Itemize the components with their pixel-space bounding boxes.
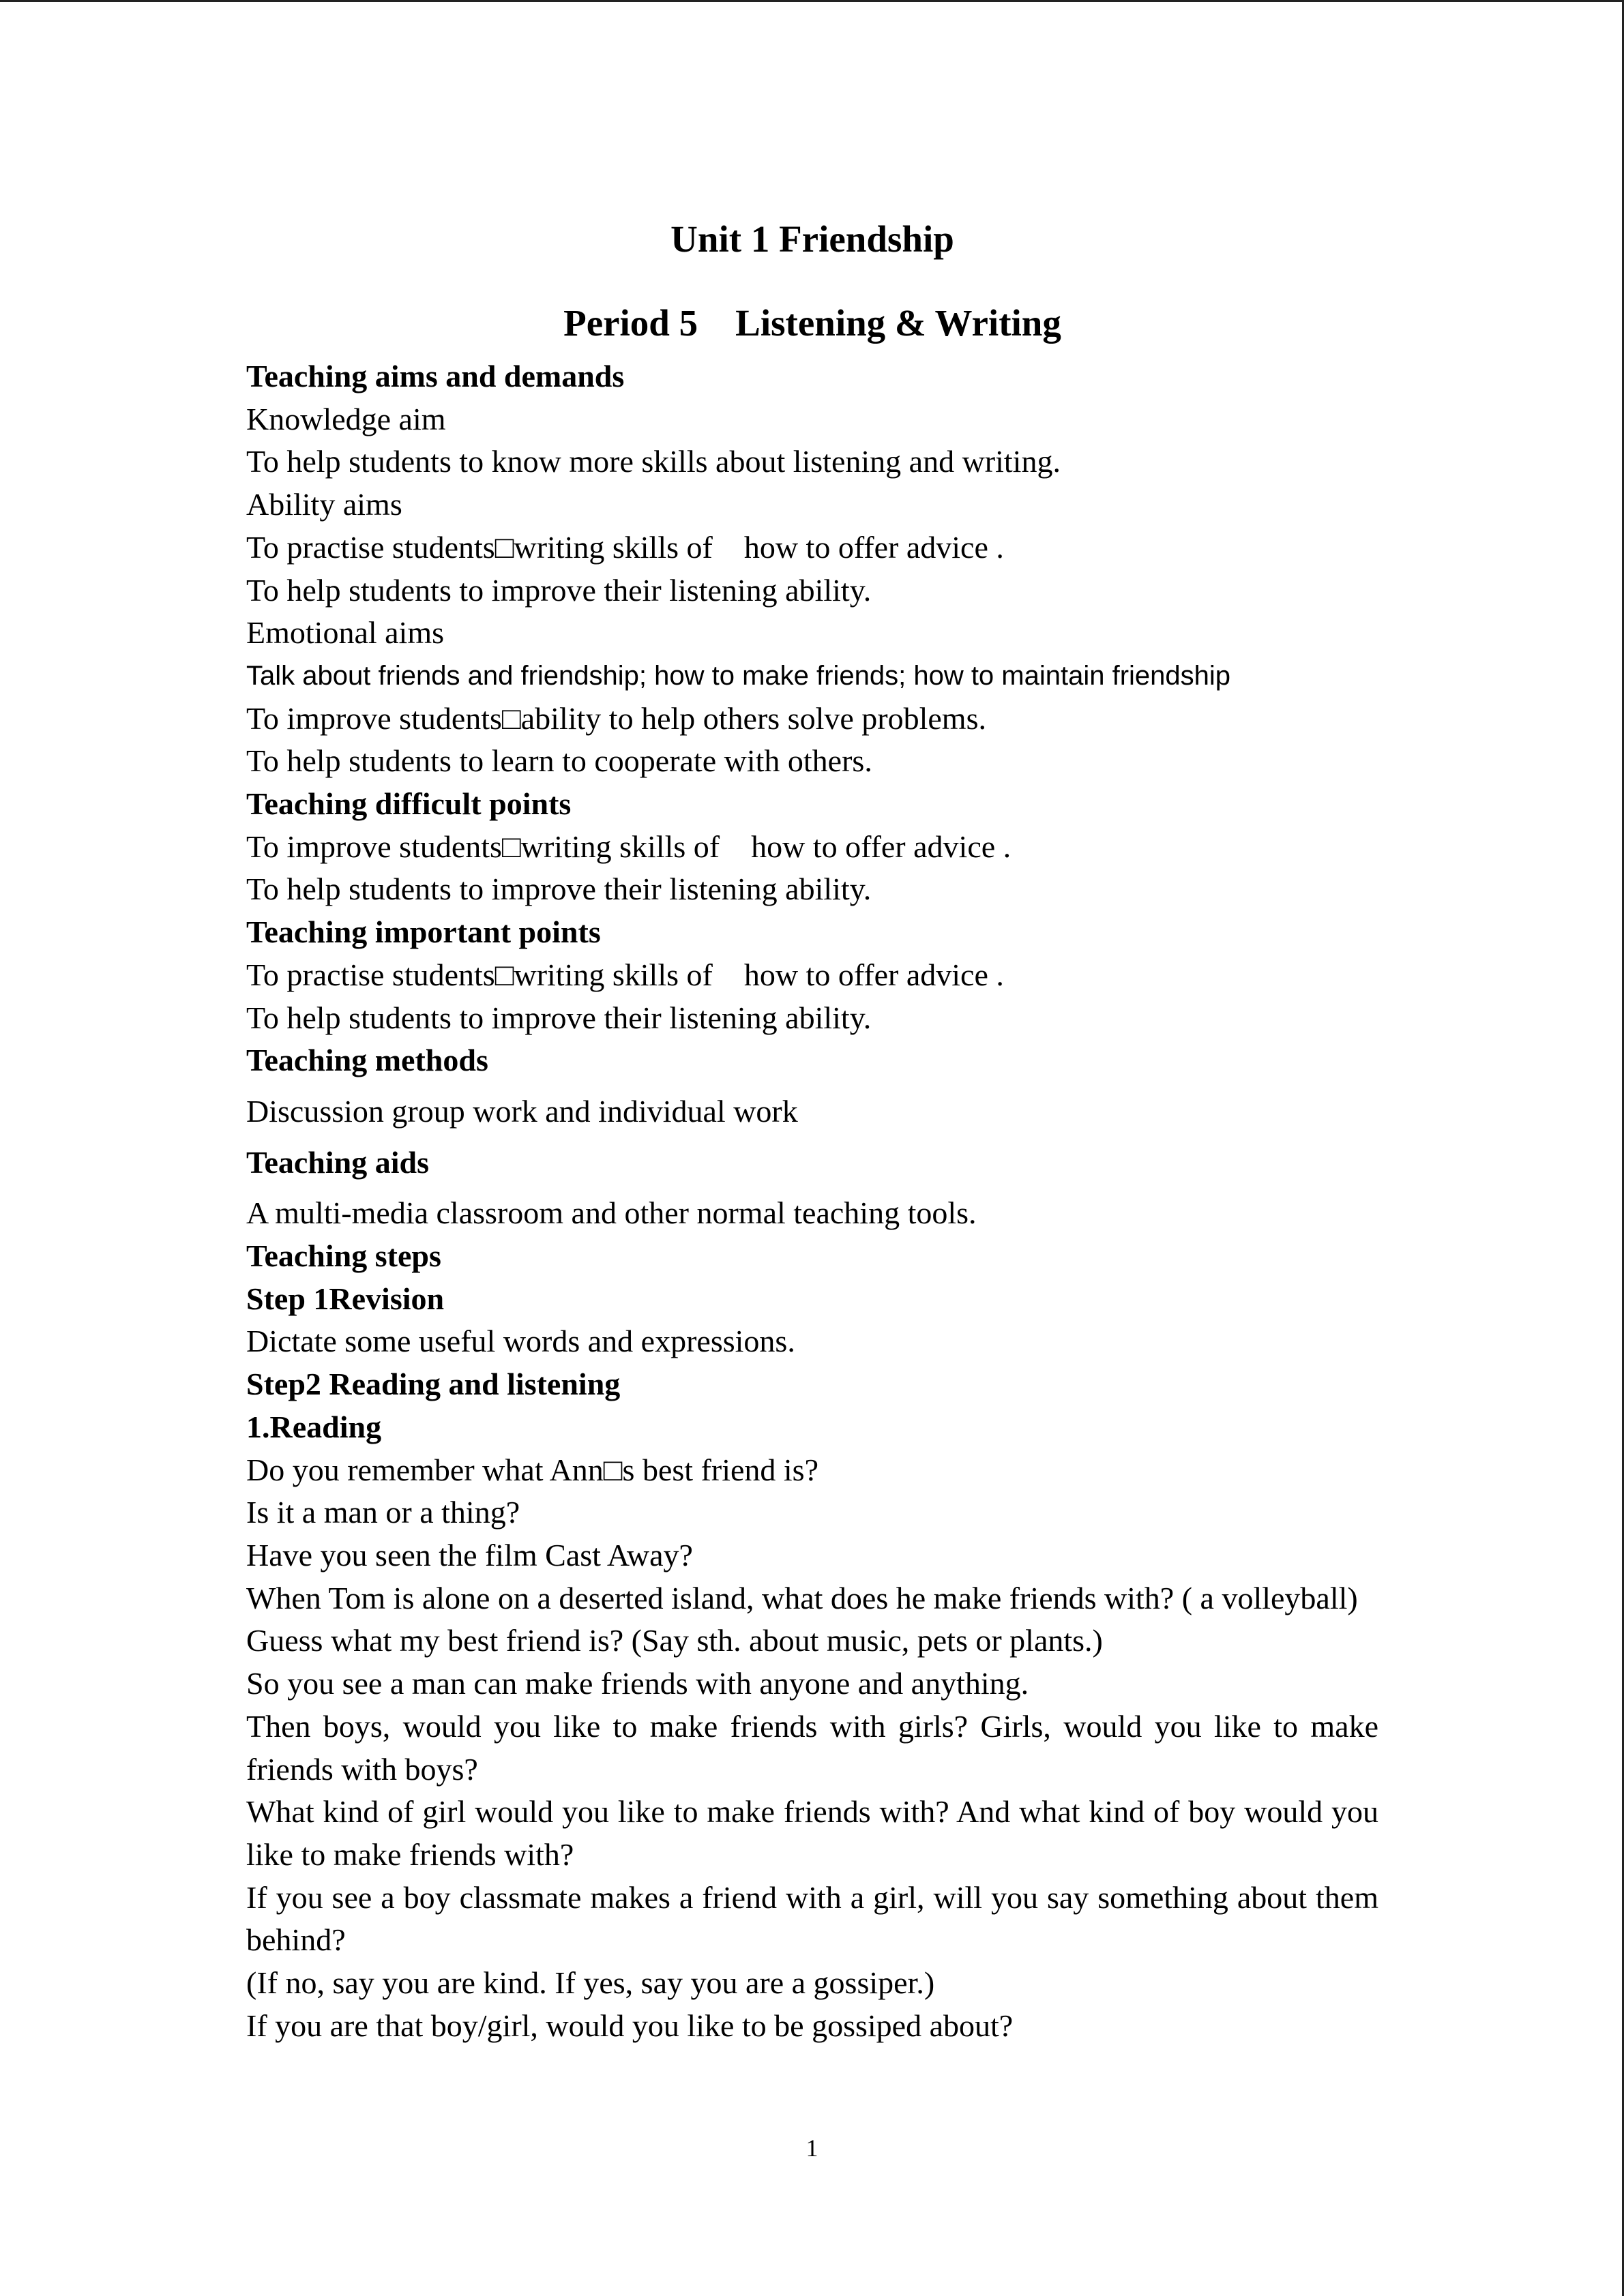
body-line: Then boys, would you like to make friends with girls? Girls, would you like to make friends with boys?: [246, 1708, 1387, 1787]
body-line: To help students to improve their listening ability.: [246, 572, 872, 608]
body-line: Have you seen the film Cast Away?: [246, 1537, 693, 1572]
body-line: When Tom is alone on a deserted island, what does he make friends with? ( a volleyball): [246, 1580, 1358, 1615]
body-line: Guess what my best friend is? (Say sth. about music, pets or plants.): [246, 1623, 1103, 1658]
body-line: Dictate some useful words and expressions.: [246, 1324, 795, 1359]
body-line: To help students to learn to cooperate with others.: [246, 743, 872, 779]
body-line: (If no, say you are kind. If yes, say you are a gossiper.): [246, 1965, 935, 2001]
body-line: If you are that boy/girl, would you like to be gossiped about?: [246, 2008, 1014, 2043]
body-line: To help students to improve their listening ability.: [246, 871, 872, 907]
document-subtitle: Period 5 Listening & Writing: [563, 302, 1061, 344]
section-heading: Teaching aids: [246, 1144, 430, 1180]
body-line: Talk about friends and friendship; how to make friends; how to maintain friendship: [246, 660, 1231, 691]
body-line: If you see a boy classmate makes a friend with a girl, will you say something about them behind?: [246, 1879, 1387, 1958]
section-heading: Teaching steps: [246, 1238, 441, 1274]
body-line: Is it a man or a thing?: [246, 1495, 520, 1530]
page-top-border: [0, 0, 1624, 2]
body-line: So you see a man can make friends with anyone and anything.: [246, 1666, 1029, 1701]
page-number: 1: [806, 2134, 818, 2162]
body-line: To help students to know more skills about listening and writing.: [246, 444, 1061, 479]
section-heading: Teaching difficult points: [246, 786, 572, 822]
section-heading: Teaching methods: [246, 1043, 488, 1078]
document-page: [246, 209, 1387, 2047]
body-line: Ability aims: [246, 487, 402, 522]
body-line: To practise students□writing skills of how to offer advice .: [246, 529, 1004, 565]
body-line: To practise students□writing skills of how to offer advice .: [246, 957, 1004, 992]
document-body: [246, 355, 1387, 2047]
body-line: A multi-media classroom and other normal teaching tools.: [246, 1195, 977, 1231]
section-heading: Step 1Revision: [246, 1281, 445, 1316]
body-line: To improve students□ability to help others solve problems.: [246, 700, 986, 736]
body-line: Discussion group work and individual work: [246, 1093, 798, 1129]
body-line: Knowledge aim: [246, 401, 446, 436]
document-title: Unit 1 Friendship: [670, 218, 954, 260]
section-heading: 1.Reading: [246, 1409, 382, 1444]
section-heading: Teaching important points: [246, 914, 601, 950]
section-heading: Step2 Reading and listening: [246, 1367, 621, 1402]
body-line: To help students to improve their listening ability.: [246, 1000, 872, 1035]
body-line: Emotional aims: [246, 615, 445, 651]
body-line: What kind of girl would you like to make friends with? And what kind of boy would you like to make friends with?: [246, 1794, 1387, 1872]
body-line: Do you remember what Ann□s best friend is?: [246, 1452, 818, 1487]
section-heading: Teaching aims and demands: [246, 359, 625, 393]
body-line: To improve students□writing skills of how to offer advice .: [246, 829, 1012, 864]
